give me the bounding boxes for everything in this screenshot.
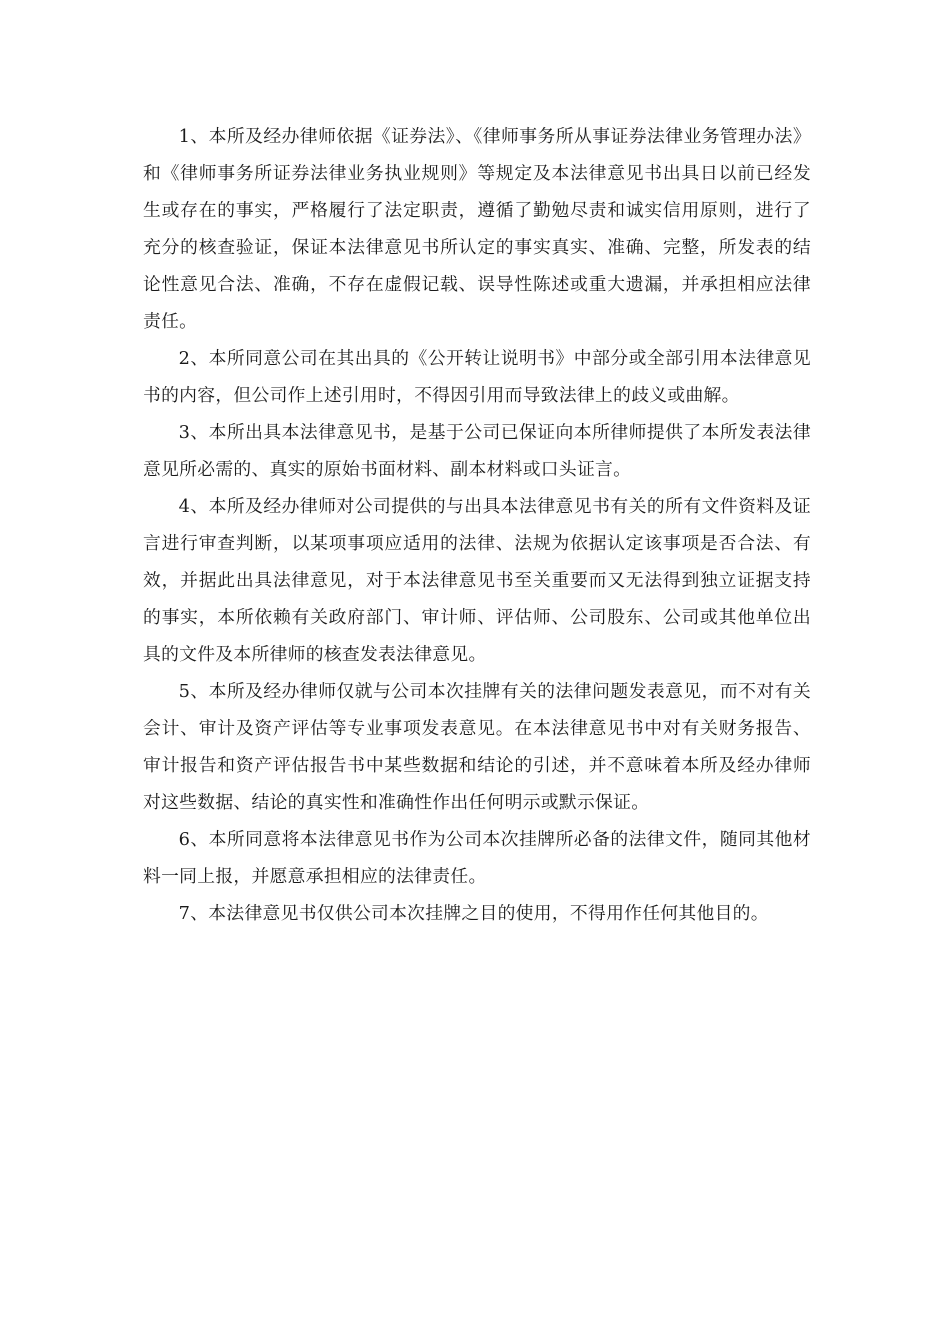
paragraph-3: 3、本所出具本法律意见书，是基于公司已保证向本所律师提供了本所发表法律意见所必需的、真实的原始书面材料、副本材料或口头证言。 [143, 422, 811, 480]
document-body [143, 118, 811, 932]
paragraph-4: 4、本所及经办律师对公司提供的与出具本法律意见书有关的所有文件资料及证言进行审查判断，以某项事项应适用的法律、法规为依据认定该事项是否合法、有效，并据此出具法律意见，对于本法律意见书至关重要而又无法得到独立证据支持的事实，本所依赖有关政府部门、审计师、评估师、公司股东、公司或其他单位出具的文件及本所律师的核查发表法律意见。 [143, 496, 811, 665]
paragraph-2: 2、本所同意公司在其出具的《公开转让说明书》中部分或全部引用本法律意见书的内容，但公司作上述引用时，不得因引用而导致法律上的歧义或曲解。 [143, 348, 811, 406]
paragraph-5: 5、本所及经办律师仅就与公司本次挂牌有关的法律问题发表意见，而不对有关会计、审计及资产评估等专业事项发表意见。在本法律意见书中对有关财务报告、审计报告和资产评估报告书中某些数据和结论的引述，并不意味着本所及经办律师对这些数据、结论的真实性和准确性作出任何明示或默示保证。 [143, 681, 811, 813]
paragraph-1: 1、本所及经办律师依据《证券法》、《律师事务所从事证券法律业务管理办法》和《律师事务所证券法律业务执业规则》等规定及本法律意见书出具日以前已经发生或存在的事实，严格履行了法定职责，遵循了勤勉尽责和诚实信用原则，进行了充分的核查验证，保证本法律意见书所认定的事实真实、准确、完整，所发表的结论性意见合法、准确，不存在虚假记载、误导性陈述或重大遗漏，并承担相应法律责任。 [143, 126, 811, 332]
paragraph-6: 6、本所同意将本法律意见书作为公司本次挂牌所必备的法律文件，随同其他材料一同上报，并愿意承担相应的法律责任。 [143, 829, 811, 887]
paragraph-7: 7、本法律意见书仅供公司本次挂牌之目的使用，不得用作任何其他目的。 [178, 903, 769, 924]
